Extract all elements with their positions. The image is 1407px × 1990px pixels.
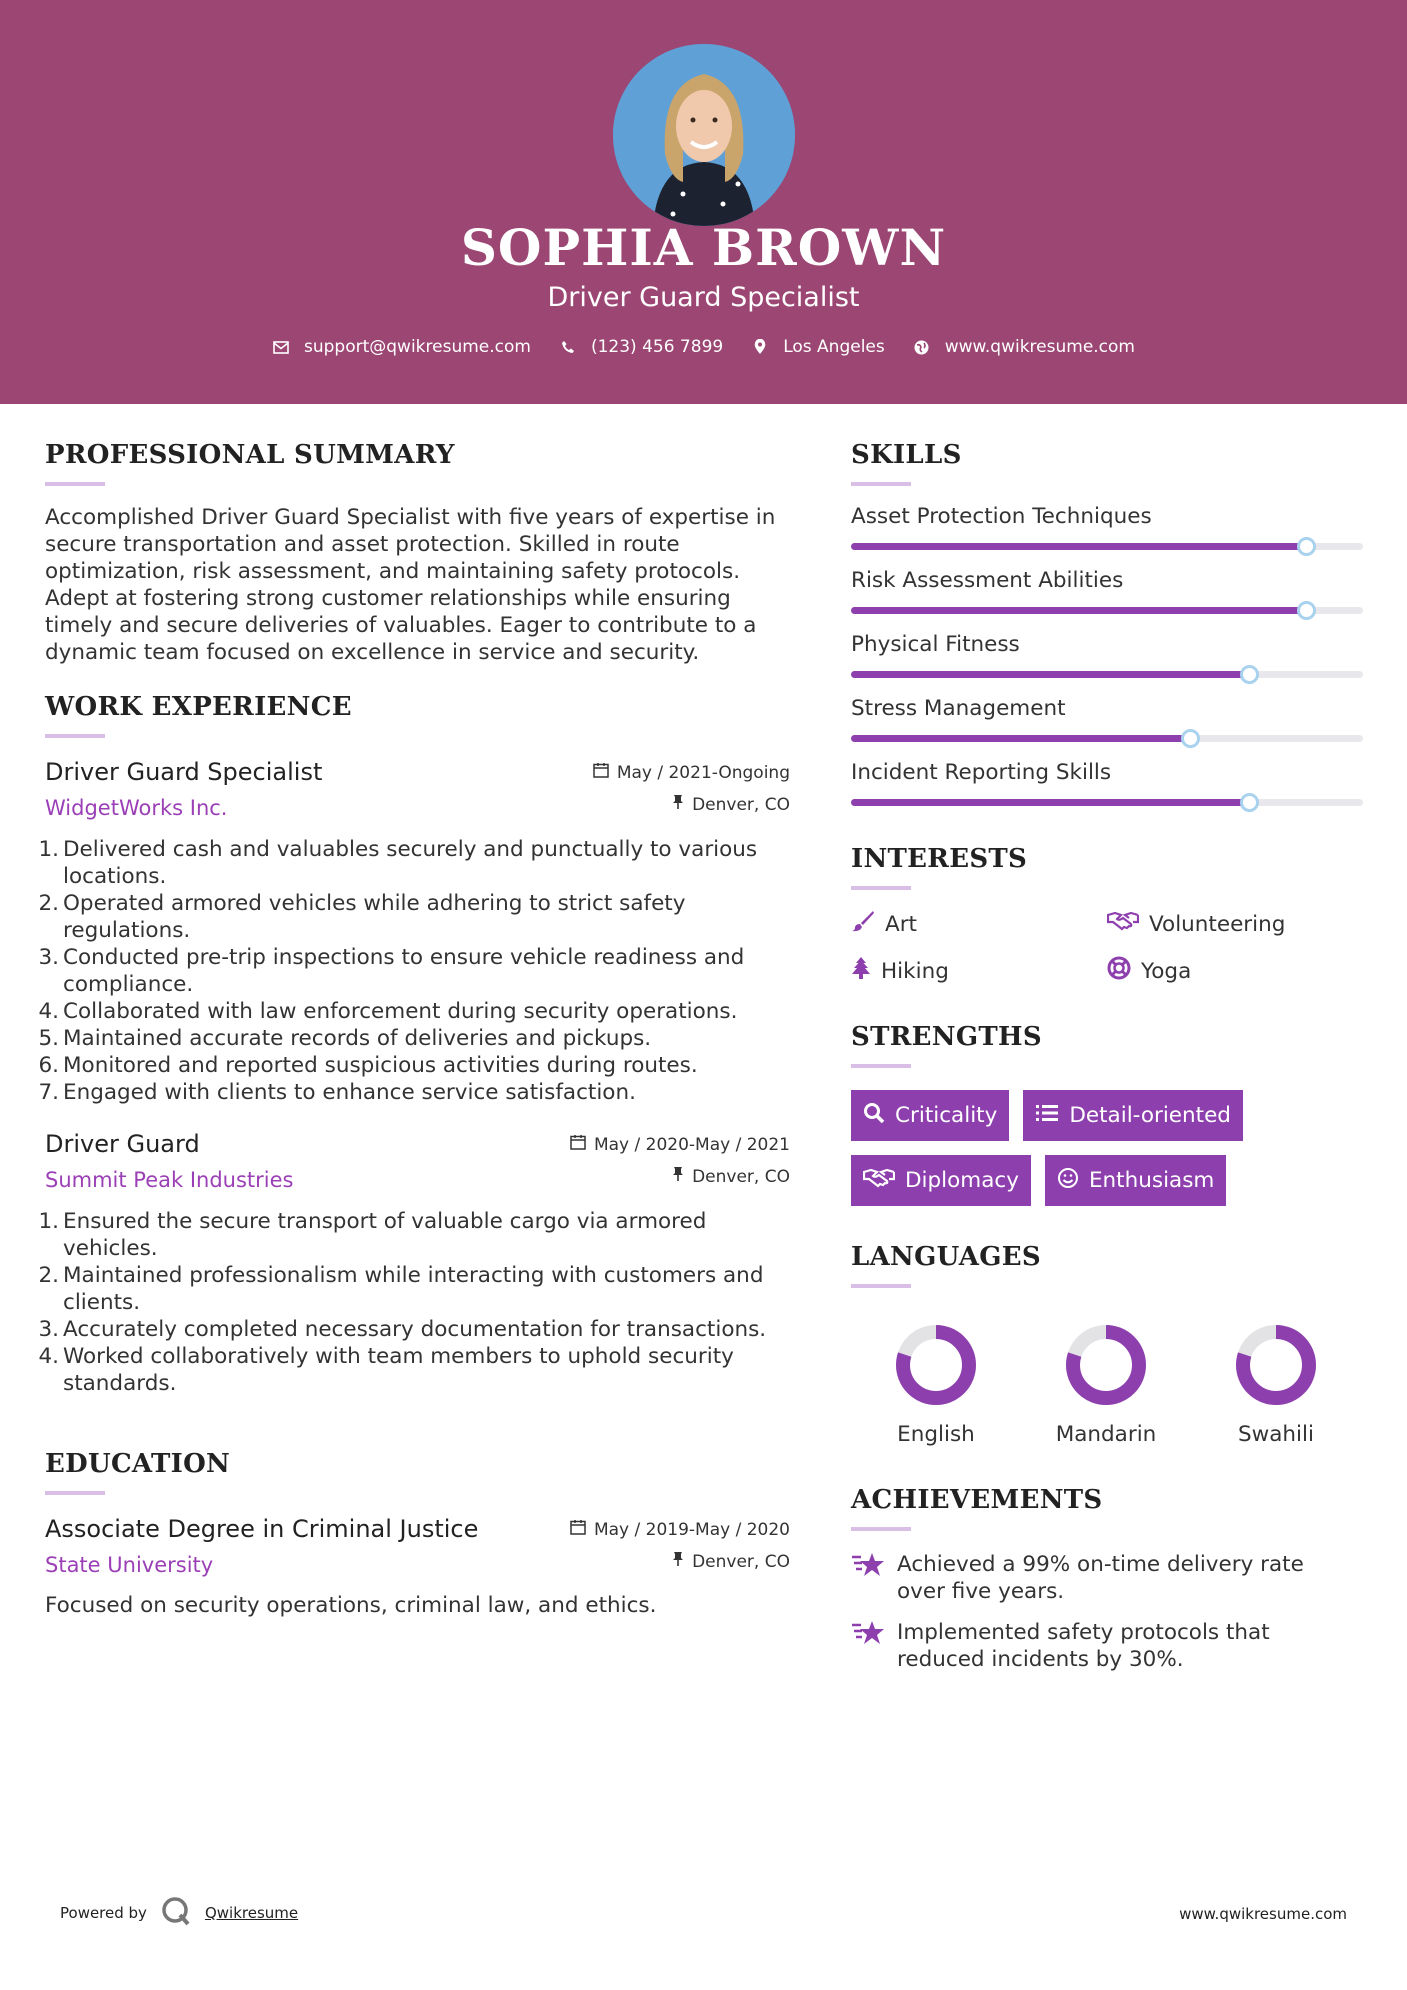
interest-item: Art: [851, 910, 1107, 938]
job-entry: [38, 758, 790, 1106]
skill-item: [851, 504, 1363, 550]
handshake-icon: [1107, 910, 1139, 938]
section-title: LANGUAGES: [851, 1242, 1041, 1272]
language-item: [1191, 1322, 1361, 1447]
section-title: WORK EXPERIENCE: [45, 692, 352, 722]
shooting-star-icon: [851, 1551, 885, 1605]
contact-website[interactable]: [913, 337, 1135, 357]
list-item: 2. Operated armored vehicles while adhering to strict safety regulations.: [38, 891, 686, 943]
skill-item: [851, 568, 1363, 614]
interest-item: Yoga: [1107, 956, 1363, 986]
job-date: [570, 1134, 790, 1155]
skill-level-fill: [851, 735, 1191, 742]
job-location-text: Denver, CO: [692, 794, 790, 815]
contact-website-text: www.qwikresume.com: [944, 337, 1135, 357]
list-item: 1. Ensured the secure transport of valuable cargo via armored vehicles.: [38, 1209, 707, 1261]
profile-photo: [613, 44, 795, 226]
skill-item: [851, 760, 1363, 806]
calendar-icon: [593, 762, 609, 783]
degree-title: Associate Degree in Criminal Justice: [45, 1515, 479, 1543]
contact-phone[interactable]: [559, 337, 723, 357]
achievements-section: [851, 1485, 1363, 1673]
section-title: EDUCATION: [45, 1449, 231, 1479]
skill-level-bar: [851, 671, 1363, 678]
map-pin-icon: [751, 338, 769, 356]
skills-section: [851, 440, 1363, 806]
skill-label: Risk Assessment Abilities: [851, 568, 1124, 593]
language-label: English: [897, 1422, 975, 1447]
language-label: Mandarin: [1055, 1422, 1157, 1447]
envelope-icon: [272, 338, 290, 356]
skill-level-fill: [851, 799, 1250, 806]
pushpin-icon: [672, 1551, 684, 1572]
education-description: Focused on security operations, criminal law, and ethics.: [45, 1593, 657, 1618]
language-proficiency-donut: [893, 1322, 979, 1408]
school-name: State University: [45, 1553, 214, 1577]
skill-level-knob: [1240, 793, 1259, 812]
skill-level-knob: [1297, 537, 1316, 556]
skill-level-knob: [1240, 665, 1259, 684]
skill-item: [851, 696, 1363, 742]
job-company: Summit Peak Industries: [45, 1168, 294, 1192]
section-title: SKILLS: [851, 440, 962, 470]
interest-item: Volunteering: [1107, 910, 1363, 938]
list-item: 1. Delivered cash and valuables securely and punctually to various locations.: [38, 837, 758, 889]
job-location-text: Denver, CO: [692, 1166, 790, 1187]
skill-level-bar: [851, 543, 1363, 550]
summary-section: [45, 440, 790, 666]
smile-icon: [1057, 1167, 1079, 1195]
interest-item: Hiking: [851, 956, 1107, 986]
phone-icon: [559, 338, 577, 356]
education-location: [672, 1551, 790, 1572]
job-location: [672, 1166, 790, 1187]
job-responsibilities: [38, 1208, 790, 1397]
skill-level-fill: [851, 671, 1250, 678]
skill-label: Incident Reporting Skills: [851, 760, 1112, 785]
skill-label: Stress Management: [851, 696, 1066, 721]
language-item: [1021, 1322, 1191, 1447]
strength-tag: Criticality: [851, 1090, 1009, 1141]
footer-website[interactable]: www.qwikresume.com: [1179, 1905, 1347, 1923]
languages-section: [851, 1242, 1363, 1447]
contact-phone-text: (123) 456 7899: [590, 337, 724, 357]
education-location-text: Denver, CO: [692, 1551, 790, 1572]
paintbrush-icon: [851, 910, 875, 938]
skill-level-knob: [1297, 601, 1316, 620]
search-icon: [863, 1102, 885, 1130]
calendar-icon: [570, 1519, 586, 1540]
section-divider: [45, 734, 105, 738]
experience-section: [38, 692, 790, 1397]
language-label: Swahili: [1238, 1422, 1314, 1447]
section-title: INTERESTS: [851, 844, 1028, 874]
section-divider: [851, 1064, 911, 1068]
section-divider: [45, 482, 105, 486]
skill-label: Physical Fitness: [851, 632, 1020, 657]
job-date-text: May / 2020-May / 2021: [593, 1134, 790, 1155]
candidate-title: Driver Guard Specialist: [547, 282, 860, 313]
contact-location: [751, 337, 885, 357]
tree-icon: [851, 956, 871, 986]
resume-header: [0, 0, 1407, 404]
job-responsibilities: [38, 836, 790, 1106]
section-title: ACHIEVEMENTS: [851, 1485, 1103, 1515]
job-date: [593, 762, 790, 783]
section-title: STRENGTHS: [851, 1022, 1042, 1052]
education-date: [570, 1519, 790, 1540]
globe-icon: [913, 338, 931, 356]
contact-email-text: support@qwikresume.com: [304, 337, 531, 357]
section-divider: [851, 1284, 911, 1288]
pushpin-icon: [672, 794, 684, 815]
strength-tag: Enthusiasm: [1045, 1155, 1226, 1206]
job-location: [672, 794, 790, 815]
list-item: 5. Maintained accurate records of deliveries and pickups.: [38, 1026, 652, 1051]
skill-level-knob: [1181, 729, 1200, 748]
handshake-icon: [863, 1167, 895, 1195]
section-divider: [851, 1527, 911, 1531]
list-item: 2. Maintained professionalism while interacting with customers and clients.: [38, 1263, 764, 1315]
list-icon: [1035, 1103, 1059, 1129]
list-item: 4. Worked collaboratively with team members to uphold security standards.: [38, 1344, 734, 1396]
education-entry: [45, 1515, 790, 1618]
skill-level-fill: [851, 543, 1307, 550]
strength-tag: Diplomacy: [851, 1155, 1031, 1206]
interests-section: [851, 844, 1363, 986]
list-item: 3. Conducted pre-trip inspections to ensure vehicle readiness and compliance.: [38, 945, 745, 997]
qwikresume-link[interactable]: Qwikresume: [204, 1904, 299, 1922]
achievement-item: Implemented safety protocols that reduced incidents by 30%.: [851, 1619, 1363, 1673]
skill-label: Asset Protection Techniques: [851, 504, 1152, 529]
job-company: WidgetWorks Inc.: [45, 796, 228, 820]
language-proficiency-donut: [1233, 1322, 1319, 1408]
job-entry: [38, 1130, 790, 1397]
calendar-icon: [570, 1134, 586, 1155]
contact-location-text: Los Angeles: [783, 337, 885, 357]
section-divider: [45, 1491, 105, 1495]
shooting-star-icon: [851, 1619, 885, 1673]
list-item: 4. Collaborated with law enforcement during security operations.: [38, 999, 738, 1024]
language-proficiency-donut: [1063, 1322, 1149, 1408]
education-section: [45, 1449, 790, 1618]
contact-bar: [0, 337, 1407, 357]
strengths-section: [851, 1022, 1363, 1206]
contact-email[interactable]: [272, 337, 531, 357]
language-item: [851, 1322, 1021, 1447]
skill-level-fill: [851, 607, 1307, 614]
candidate-name: SOPHIA BROWN: [460, 218, 947, 277]
lifebuoy-icon: [1107, 956, 1131, 986]
section-divider: [851, 886, 911, 890]
skill-level-bar: [851, 607, 1363, 614]
job-date-text: May / 2021-Ongoing: [616, 762, 790, 783]
skill-level-bar: [851, 735, 1363, 742]
skill-level-bar: [851, 799, 1363, 806]
summary-text: Accomplished Driver Guard Specialist with five years of expertise in secure transportation and asset protection. Skilled in route optimization, risk assessment, and maintaining safety protocols. Adept at fostering strong customer relationships while ensuring timely and secure deliveries of valuables. Eager to contribute to a dynamic team focused on excellence in service and security.: [45, 505, 776, 665]
education-date-text: May / 2019-May / 2020: [593, 1519, 790, 1540]
section-divider: [851, 482, 911, 486]
section-title: PROFESSIONAL SUMMARY: [45, 440, 455, 470]
list-item: 7. Engaged with clients to enhance service satisfaction.: [38, 1080, 636, 1105]
strength-tag: Detail-oriented: [1023, 1090, 1243, 1141]
list-item: 3. Accurately completed necessary documentation for transactions.: [38, 1317, 767, 1342]
footer-powered-by: Powered by Qwikresume: [60, 1896, 298, 1930]
skill-item: [851, 632, 1363, 678]
achievement-item: Achieved a 99% on-time delivery rate over five years.: [851, 1551, 1363, 1605]
job-title: Driver Guard: [45, 1130, 200, 1158]
job-title: Driver Guard Specialist: [45, 758, 323, 786]
right-column: [851, 440, 1363, 1673]
qwikresume-logo-icon: [161, 1896, 191, 1930]
list-item: 6. Monitored and reported suspicious activities during routes.: [38, 1053, 698, 1078]
left-column: [38, 440, 790, 1618]
pushpin-icon: [672, 1166, 684, 1187]
